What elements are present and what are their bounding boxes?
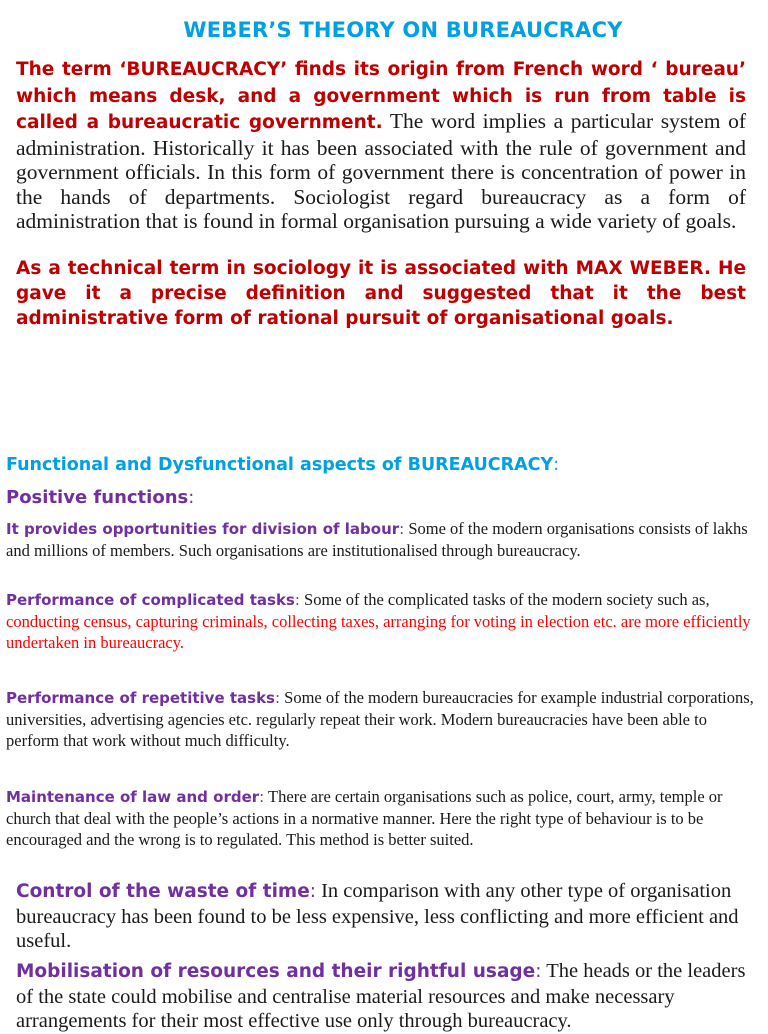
- function-item-waste-of-time: [16, 879, 761, 954]
- aspects-colon: :: [553, 455, 560, 475]
- function-text: Some of the complicated tasks of the modern society such as,: [299, 590, 710, 609]
- intro-text: The word implies a particular system of administration. Historically it has been associated with the rule of government and government officials. In this form of government there is concentration of power in the hands of departments. Sociologist regard bureaucracy as a form of administration that is found in formal organisation pursuing a wide variety of goals.: [16, 109, 746, 233]
- function-item-mobilisation: [16, 959, 761, 1034]
- function-colon: :: [294, 591, 300, 609]
- intro-definition: The term ‘BUREAUCRACY’ finds its origin from French word ‘ bureau’ which means desk, and a government which is run from table is called a bureaucratic government.: [16, 59, 746, 133]
- function-text: The heads or the leaders of the state could mobilise and centralise material resources and make necessary arrangements for their most effective use only through bureaucracy.: [16, 960, 746, 1032]
- function-heading-text: Mobilisation of resources and their rightful usage: [16, 961, 536, 982]
- function-colon: :: [535, 961, 542, 982]
- function-heading: [6, 591, 300, 609]
- function-heading-text: Performance of complicated tasks: [6, 591, 295, 609]
- function-heading: [6, 788, 264, 806]
- function-heading-text: Maintenance of law and order: [6, 788, 260, 806]
- function-item-complicated-tasks: [6, 589, 762, 653]
- function-text: Some of the modern bureaucracies for example industrial corporations, universities, advertising agencies etc. regularly repeat their work. Modern bureaucracies have been able to perform that work without much difficulty.: [6, 688, 754, 750]
- function-text: There are certain organisations such as police, court, army, temple or church that deal with the people’s actions in a normative manner. Here the right type of behaviour is to be encouraged and the wrong is to regulated. This method is better suited.: [6, 787, 723, 849]
- positive-functions-heading: [6, 487, 194, 508]
- weber-paragraph: As a technical term in sociology it is associated with MAX WEBER. He gave it a precise definition and suggested that it the best administrative form of rational pursuit of organisational goals.: [16, 258, 746, 329]
- function-heading: [6, 520, 404, 538]
- function-highlight-text: conducting census, capturing criminals, collecting taxes, arranging for voting in election etc. are more efficiently undertaken in bureaucracy.: [6, 612, 751, 652]
- function-colon: :: [309, 881, 316, 902]
- function-colon: :: [259, 788, 265, 806]
- function-item-division-of-labour: [6, 518, 762, 561]
- function-item-repetitive-tasks: [6, 687, 762, 751]
- aspects-heading-text: Functional and Dysfunctional aspects of BUREAUCRACY: [6, 455, 554, 475]
- aspects-heading: [6, 455, 559, 475]
- intro-paragraph: [16, 56, 746, 234]
- function-heading: [6, 689, 280, 707]
- page-title: WEBER’S THEORY ON BUREAUCRACY: [183, 18, 623, 42]
- function-heading-text: Control of the waste of time: [16, 881, 310, 902]
- function-heading: [16, 881, 316, 902]
- function-heading-text: Performance of repetitive tasks: [6, 689, 275, 707]
- function-colon: :: [274, 689, 281, 707]
- function-text: In comparison with any other type of organisation bureaucracy has been found to be less expensive, less conflicting and more efficient and useful.: [16, 880, 739, 952]
- function-heading-text: It provides opportunities for division of labour: [6, 520, 400, 538]
- function-colon: :: [399, 520, 405, 538]
- positive-colon: :: [188, 487, 195, 508]
- function-item-law-and-order: [6, 786, 762, 850]
- function-text: Some of the modern organisations consists of lakhs and millions of members. Such organisations are institutionalised through bureaucracy.: [6, 519, 748, 560]
- function-heading: [16, 961, 541, 982]
- positive-functions-text: Positive functions: [6, 487, 189, 508]
